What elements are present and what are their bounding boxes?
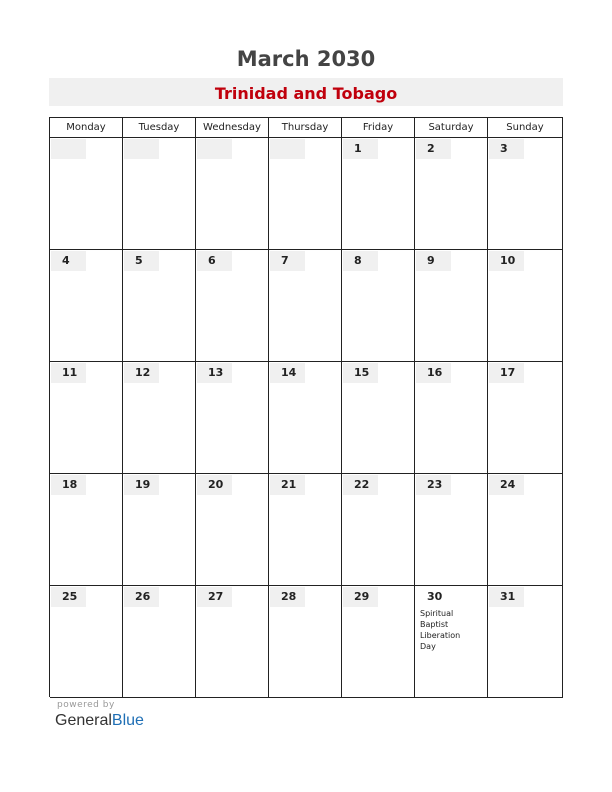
day-cell[interactable] <box>123 250 196 362</box>
day-cell[interactable] <box>269 474 342 586</box>
day-cell[interactable] <box>123 138 196 250</box>
day-number: 28 <box>270 587 305 607</box>
day-number: 4 <box>51 251 86 271</box>
day-number: 1 <box>343 139 378 159</box>
day-number: 26 <box>124 587 159 607</box>
day-number: 8 <box>343 251 378 271</box>
day-cell[interactable] <box>342 586 415 698</box>
day-number: 30 <box>427 590 443 603</box>
event-line: Day <box>420 642 436 651</box>
weekday-6: Sunday <box>488 118 563 138</box>
day-number: 19 <box>124 475 159 495</box>
country-name: Trinidad and Tobago <box>214 84 398 103</box>
weekday-header-row <box>50 118 563 138</box>
day-cell[interactable] <box>269 586 342 698</box>
empty-day-label <box>124 139 159 159</box>
day-number: 17 <box>489 363 524 383</box>
event-line: Liberation <box>420 631 461 640</box>
day-number: 29 <box>343 587 378 607</box>
day-number: 16 <box>416 363 451 383</box>
empty-day-label <box>270 139 305 159</box>
day-cell[interactable] <box>50 250 123 362</box>
day-cell[interactable] <box>196 250 269 362</box>
event-line: Baptist <box>420 620 449 629</box>
day-cell[interactable] <box>342 474 415 586</box>
day-number: 18 <box>51 475 86 495</box>
day-cell[interactable] <box>342 250 415 362</box>
calendar-title: March 2030 <box>236 47 376 71</box>
calendar-grid <box>49 117 563 697</box>
day-cell[interactable] <box>415 362 488 474</box>
brand-blue: Blue <box>111 712 144 729</box>
day-number: 15 <box>343 363 378 383</box>
day-cell[interactable] <box>50 362 123 474</box>
day-number: 5 <box>124 251 159 271</box>
day-number: 27 <box>197 587 232 607</box>
weekday-5: Saturday <box>415 118 488 138</box>
day-number: 6 <box>197 251 232 271</box>
day-cell[interactable] <box>342 138 415 250</box>
day-number: 7 <box>270 251 305 271</box>
day-cell[interactable] <box>488 362 563 474</box>
day-cell[interactable] <box>50 474 123 586</box>
weekday-4: Friday <box>342 118 415 138</box>
day-cell[interactable] <box>415 138 488 250</box>
day-cell[interactable] <box>488 474 563 586</box>
day-cell[interactable] <box>269 250 342 362</box>
day-number: 14 <box>270 363 305 383</box>
day-number: 24 <box>489 475 524 495</box>
day-number: 21 <box>270 475 305 495</box>
generalblue-logo[interactable] <box>55 712 144 730</box>
day-cell[interactable] <box>50 586 123 698</box>
day-cell[interactable] <box>123 474 196 586</box>
day-cell[interactable] <box>123 362 196 474</box>
weekday-2: Wednesday <box>196 118 269 138</box>
day-number: 20 <box>197 475 232 495</box>
day-cell[interactable] <box>196 138 269 250</box>
weekday-0: Monday <box>50 118 123 138</box>
holiday-event <box>420 608 482 652</box>
day-number: 12 <box>124 363 159 383</box>
day-number: 9 <box>416 251 451 271</box>
brand-general: General <box>55 712 112 729</box>
day-number: 23 <box>416 475 451 495</box>
weekday-1: Tuesday <box>123 118 196 138</box>
day-number: 13 <box>197 363 232 383</box>
day-cell[interactable] <box>50 138 123 250</box>
day-cell[interactable] <box>488 586 563 698</box>
weekday-3: Thursday <box>269 118 342 138</box>
empty-day-label <box>197 139 232 159</box>
day-cell[interactable] <box>415 474 488 586</box>
day-number: 22 <box>343 475 378 495</box>
day-cell[interactable] <box>415 586 488 698</box>
day-cell[interactable] <box>269 138 342 250</box>
day-number: 31 <box>489 587 524 607</box>
day-cell[interactable] <box>415 250 488 362</box>
day-cell[interactable] <box>342 362 415 474</box>
day-cell[interactable] <box>196 362 269 474</box>
day-number: 3 <box>489 139 524 159</box>
powered-by-text: powered by <box>57 700 115 710</box>
day-cell[interactable] <box>196 586 269 698</box>
day-cell[interactable] <box>488 138 563 250</box>
day-number: 11 <box>51 363 86 383</box>
day-cell[interactable] <box>488 250 563 362</box>
empty-day-label <box>51 139 86 159</box>
event-line: Spiritual <box>420 609 454 618</box>
day-cell[interactable] <box>196 474 269 586</box>
day-number: 2 <box>416 139 451 159</box>
day-cell[interactable] <box>269 362 342 474</box>
day-number: 25 <box>51 587 86 607</box>
day-number: 10 <box>489 251 524 271</box>
day-cell[interactable] <box>123 586 196 698</box>
